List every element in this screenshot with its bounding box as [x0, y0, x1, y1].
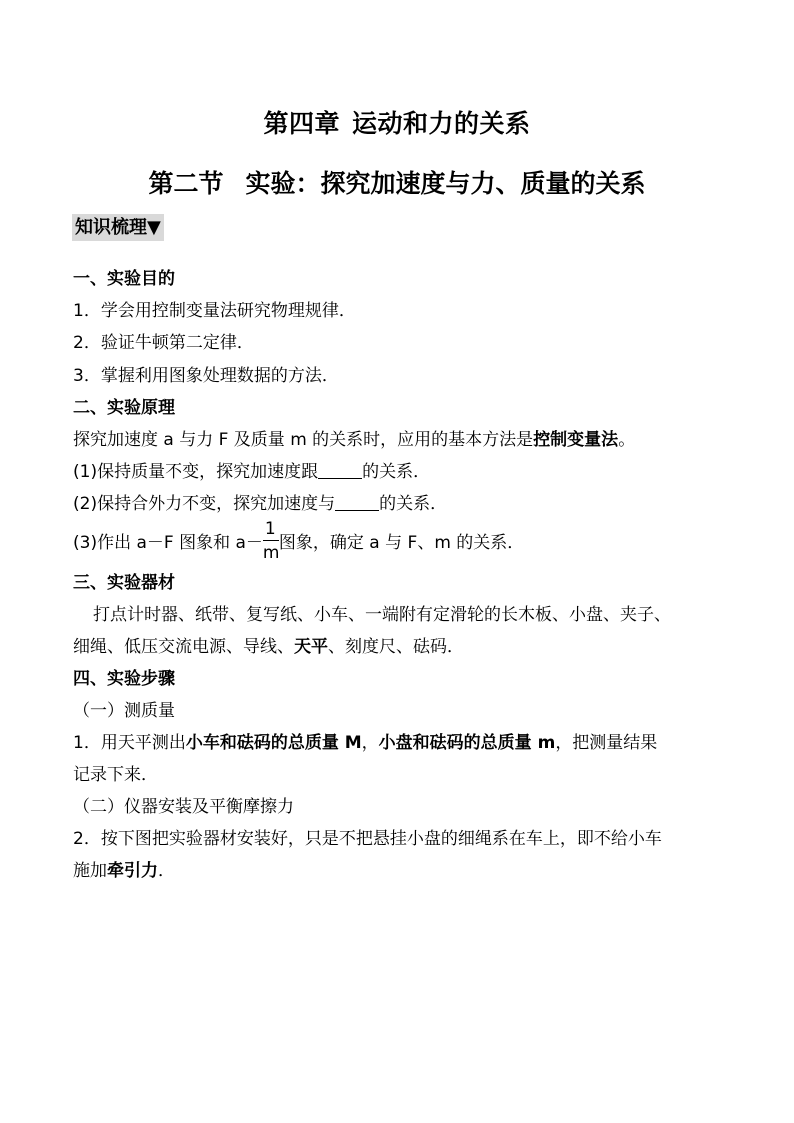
- equipment-heading: 三、实验器材: [73, 573, 175, 593]
- steps-subheading-2: （二）仪器安装及平衡摩擦力: [73, 797, 294, 817]
- principle-item-1-end: 的关系．: [362, 462, 431, 482]
- chapter-title: [0, 104, 794, 140]
- knowledge-summary-tag: 知识梳理▼: [72, 214, 164, 241]
- purpose-item-2: 2．验证牛顿第二定律．: [73, 333, 254, 353]
- equipment-balance: 天平: [294, 637, 328, 657]
- step-1-comma: ，: [361, 733, 379, 753]
- equipment-line-1: 打点计时器、纸带、复写纸、小车、一端附有定滑轮的长木板、小盘、夹子、: [93, 605, 671, 625]
- principle-item-2: [73, 492, 447, 516]
- principle-item-2-end: 的关系．: [379, 494, 448, 514]
- equipment-line-2-text: 细绳、低压交流电源、导线、: [73, 637, 294, 657]
- principle-intro-text: 探究加速度 a 与力 F 及质量 m 的关系时，应用的基本方法是: [73, 430, 534, 450]
- purpose-item-1: 1．学会用控制变量法研究物理规律．: [73, 301, 356, 321]
- section-name: 实验：探究加速度与力、质量的关系: [245, 169, 646, 198]
- principle-method: 控制变量法: [533, 430, 619, 450]
- fraction-one-over-m: [262, 519, 280, 563]
- fraction-bar: [263, 540, 279, 541]
- steps-heading: 四、实验步骤: [73, 669, 175, 689]
- fill-blank: [318, 462, 362, 479]
- chapter-name: 运动和力的关系: [352, 109, 531, 138]
- section-number: 第二节: [148, 169, 224, 198]
- principle-item-1-text: (1)保持质量不变，探究加速度跟: [73, 462, 319, 482]
- principle-item-3-end: 图象，确定 a 与 F、m 的关系．: [278, 533, 525, 553]
- step-2-line-2: [73, 859, 175, 883]
- step-2-traction: 牵引力: [107, 861, 158, 881]
- step-2: 2．按下图把实验器材安装好，只是不把悬挂小盘的细绳系在车上，即不给小车: [73, 829, 662, 849]
- step-2-text: 施加: [73, 861, 107, 881]
- fraction-numerator: 1: [264, 519, 276, 539]
- fill-blank: [335, 494, 379, 511]
- principle-item-1: [73, 460, 430, 484]
- principle-intro-end: 。: [618, 430, 636, 450]
- step-1-car-mass: 小车和砝码的总质量 M: [185, 733, 362, 753]
- principle-intro: [73, 428, 635, 452]
- step-1-end: ，把测量结果: [555, 733, 658, 753]
- step-1-pan-mass: 小盘和砝码的总质量 m: [378, 733, 556, 753]
- fraction-denominator: m: [262, 543, 280, 563]
- steps-subheading-1: （一）测质量: [73, 701, 175, 721]
- chapter-number: 第四章: [263, 109, 340, 138]
- principle-item-3-text: (3)作出 a－F 图象和 a－: [73, 533, 263, 553]
- equipment-line-2-end: 、刻度尺、砝码．: [328, 637, 464, 657]
- equipment-line-2: [73, 635, 464, 659]
- step-1-text: 1．用天平测出: [73, 733, 186, 753]
- step-2-end: ．: [158, 861, 175, 881]
- purpose-item-3: 3．掌握利用图象处理数据的方法．: [73, 366, 339, 386]
- step-1: [73, 731, 657, 755]
- step-1-line-2: 记录下来．: [73, 765, 158, 785]
- section-title: [0, 164, 794, 200]
- principle-heading: 二、实验原理: [73, 398, 175, 418]
- purpose-heading: 一、实验目的: [73, 269, 175, 289]
- principle-item-3: [73, 519, 525, 563]
- principle-item-2-text: (2)保持合外力不变，探究加速度与: [73, 494, 336, 514]
